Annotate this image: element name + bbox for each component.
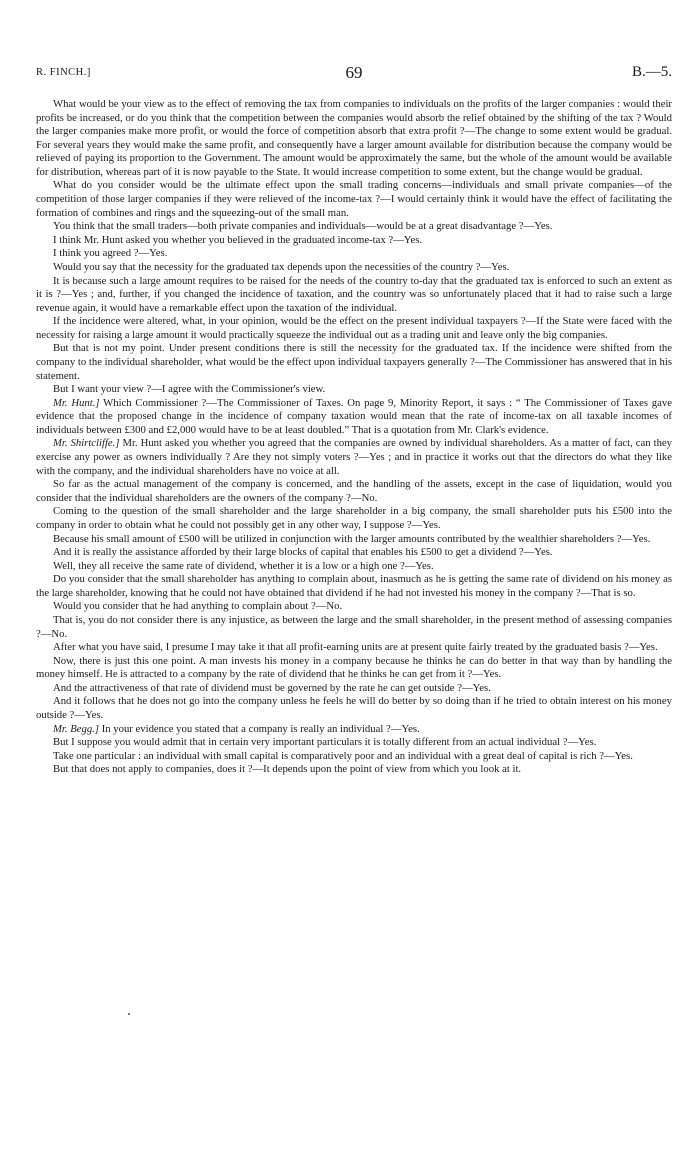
paragraph-text: Would you consider that he had anything to complain about ?—No. xyxy=(53,600,343,613)
page-number: 69 xyxy=(345,63,363,82)
paragraph xyxy=(36,315,672,342)
paragraph-text: What would be your view as to the effect of removing the tax from companies to individuals on the profits of the larger companies : would their profits be increased, or do you think that the competition between the companies would absorb the relief obtained by the shifting of the tax ? Would the larger companies make more profit, or would the force of competition absorb that extra profit ?—The change to some extent would be gradual. For several years they would make the same profit, and consequently have a larger amount available for distribution because the company would be relieved of paying its proportion to the Government. The amount would be approximately the same, but the whole of the amount would be available for distribution, whereas part of it is now payable to the State. It would increase competition to some extent, but the change would be gradual. xyxy=(36,98,672,178)
paragraph xyxy=(36,505,672,532)
paragraph xyxy=(36,234,672,248)
paragraph xyxy=(36,560,672,574)
paragraph-text: In your evidence you stated that a company is really an individual ?—Yes. xyxy=(99,722,420,735)
page-header xyxy=(36,63,672,87)
paragraph-text: Well, they all receive the same rate of dividend, whether it is a low or a high one ?—Yes. xyxy=(53,559,434,572)
paragraph-text: Which Commissioner ?—The Commissioner of Taxes. On page 9, Minority Report, it says : “ The Commissioner of Taxes gave evidence that the proposed change in the incidence of company taxation would mean that the rate of income-tax on all taxable incomes of individuals between £300 and £2,000 would have to be at least doubled.” That is a quotation from Mr. Clark's evidence. xyxy=(36,396,672,436)
paragraph xyxy=(36,655,672,682)
paragraph xyxy=(36,98,672,179)
paragraph-text: That is, you do not consider there is any injustice, as between the large and the small shareholder, in the present method of assessing companies ?—No. xyxy=(36,613,672,640)
paragraph xyxy=(36,682,672,696)
paragraph-text: But I want your view ?—I agree with the Commissioner's view. xyxy=(53,383,326,396)
paragraph xyxy=(36,614,672,641)
paragraph-text: And the attractiveness of that rate of dividend must be governed by the rate he can get outside ?—Yes. xyxy=(53,681,491,694)
header-document-code: B.—5. xyxy=(631,64,672,80)
paragraph-text: Now, there is just this one point. A man invests his money in a company because he thinks he can do better in that way than by handling the money himself. He is attracted to a company by the rate of dividend that he thinks he can get from it ?—Yes. xyxy=(36,654,672,681)
paragraph xyxy=(36,641,672,655)
paragraph-text: What do you consider would be the ultimate effect upon the small trading concerns—individuals and small private companies—of the competition of those larger companies if they were relieved of the income-tax ?—I would certainly think it would have the effect of facilitating the formation of combines and rings and the squeezing-out of the small man. xyxy=(36,179,672,219)
paragraph-text: I think Mr. Hunt asked you whether you believed in the graduated income-tax ?—Yes. xyxy=(53,233,423,246)
paragraph xyxy=(36,573,672,600)
paragraph-text: And it follows that he does not go into the company unless he feels he will do better by so doing than if he tried to obtain interest on his money outside ?—Yes. xyxy=(36,695,672,722)
paragraph-text: But that is not my point. Under present conditions there is still the necessity for the graduated tax. If the incidence were shifted from the company to the individual shareholder, what would be the effect upon individual taxpayers generally ?—The Commissioner has answered that in his statement. xyxy=(36,342,672,382)
paragraph-text: Mr. Hunt asked you whether you agreed that the companies are owned by individual shareholders. As a matter of fact, can they exercise any power as owners individually ? Are they not simply voters ?—Yes ; and in practice it works out that the directors do what they like with the company, and the individual shareholders have no voice at all. xyxy=(36,437,673,477)
paragraph xyxy=(36,695,672,722)
paragraph xyxy=(36,220,672,234)
document-body xyxy=(36,98,672,777)
paragraph xyxy=(36,397,672,438)
paragraph-text: Would you say that the necessity for the graduated tax depends upon the necessities of the country ?—Yes. xyxy=(53,260,510,273)
speaker-label: Mr. Hunt.] xyxy=(53,396,100,409)
paragraph xyxy=(36,261,672,275)
paragraph-text: Take one particular : an individual with small capital is comparatively poor and an individual with a great deal of capital is rich ?—Yes. xyxy=(53,749,633,762)
stray-mark xyxy=(128,1013,130,1015)
paragraph-text: So far as the actual management of the company is concerned, and the handling of the assets, except in the case of liquidation, would you consider that the individual shareholders are the owners of the company ?—No. xyxy=(36,478,672,504)
paragraph xyxy=(36,763,672,777)
paragraph-text: Do you consider that the small shareholder has anything to complain about, inasmuch as he is getting the same rate of dividend on his money as the large shareholder, knowing that he could not have obtained that dividend if he had not invested his money in the company ?—That is so. xyxy=(36,573,672,599)
paragraph-text: Coming to the question of the small shareholder and the large shareholder in a big company, the small shareholder puts his £500 into the company in order to obtain what he could not possibly get in any other way, I suppose ?—Yes. xyxy=(36,505,672,531)
paragraph xyxy=(36,383,672,397)
paragraph-text: And it is really the assistance afforded by their large blocks of capital that enables his £500 to get a dividend ?—Yes. xyxy=(53,546,553,559)
paragraph xyxy=(36,247,672,261)
paragraph xyxy=(36,600,672,614)
paragraph-text: Because his small amount of £500 will be utilized in conjunction with the larger amounts contributed by the wealthier shareholders ?—Yes. xyxy=(53,532,651,545)
paragraph-text: But that does not apply to companies, does it ?—It depends upon the point of view from which you look at it. xyxy=(53,763,522,776)
paragraph-text: If the incidence were altered, what, in your opinion, would be the effect on the present individual taxpayers ?—If the State were faced with the necessity for raising a large amount it would practically squeeze the individual out as a trading unit and leave only the big companies. xyxy=(36,315,672,341)
paragraph-text: You think that the small traders—both private companies and individuals—would be at a great disadvantage ?—Yes. xyxy=(53,220,553,233)
paragraph xyxy=(36,478,672,505)
paragraph xyxy=(36,437,672,478)
speaker-label: Mr. Shirtcliffe.] xyxy=(53,437,120,450)
paragraph xyxy=(36,723,672,737)
paragraph xyxy=(36,533,672,547)
paragraph-text: I think you agreed ?—Yes. xyxy=(53,247,168,260)
paragraph xyxy=(36,342,672,383)
header-witness-name: R. FINCH.] xyxy=(36,67,91,78)
paragraph xyxy=(36,736,672,750)
paragraph xyxy=(36,546,672,560)
paragraph-text: After what you have said, I presume I may take it that all profit-earning units are at present quite fairly treated by the graduated basis ?—Yes. xyxy=(53,641,658,654)
paragraph xyxy=(36,179,672,220)
paragraph xyxy=(36,750,672,764)
paragraph-text: But I suppose you would admit that in certain very important particulars it is totally different from an actual individual ?—Yes. xyxy=(53,736,597,749)
paragraph-text: It is because such a large amount requires to be raised for the needs of the country to-day that the graduated tax is enforced to such an extent as it is ?—Yes ; and, further, if you changed the incidence of taxation, and the country was so unfortunately placed that it had to raise such a large revenue again, it would have a remarkable effect upon the taxation of the individual. xyxy=(36,274,672,314)
paragraph xyxy=(36,275,672,316)
speaker-label: Mr. Begg.] xyxy=(53,722,100,735)
